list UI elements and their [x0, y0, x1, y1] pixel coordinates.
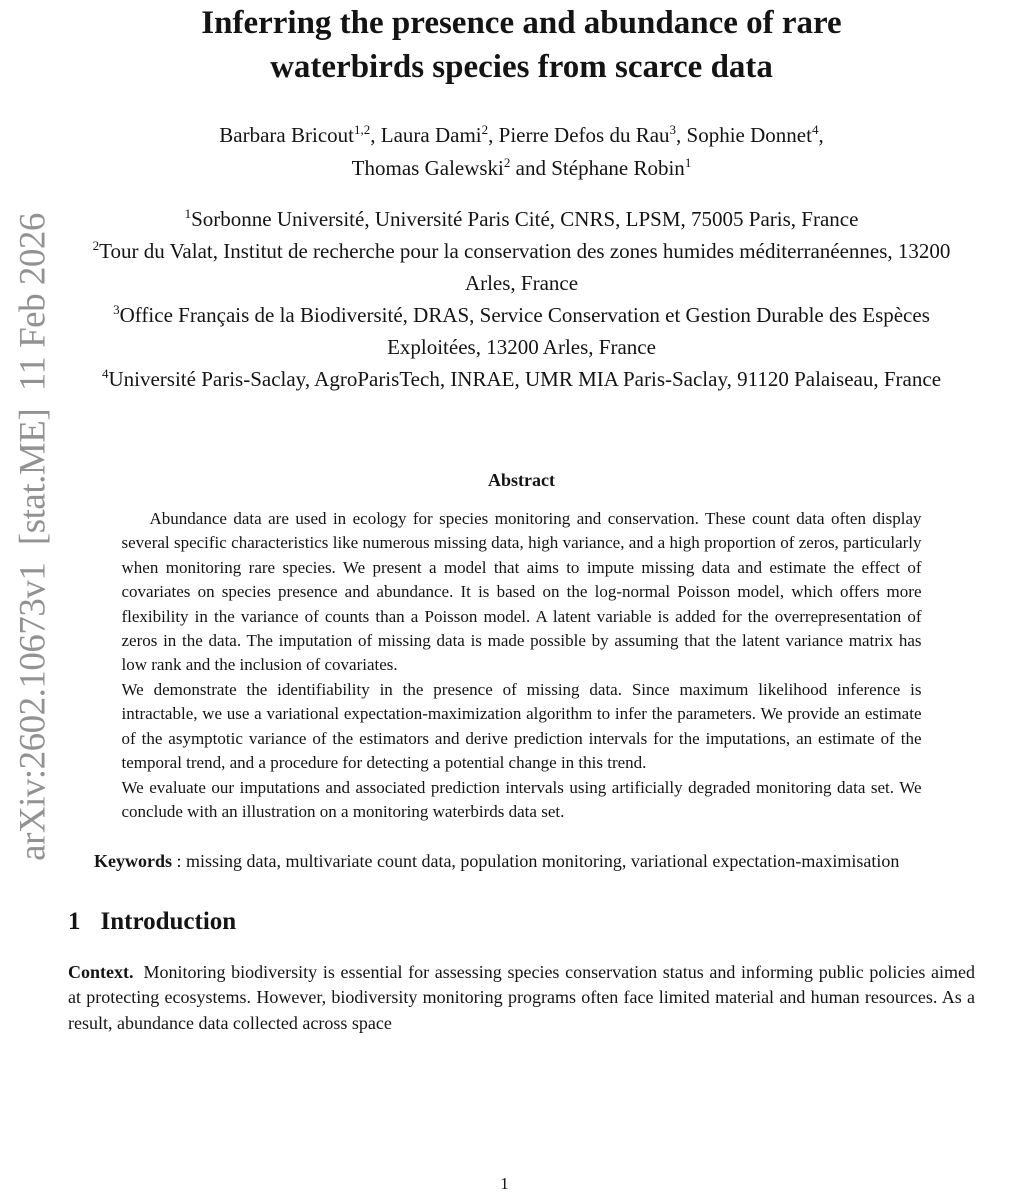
affiliations — [68, 204, 975, 395]
arxiv-watermark: arXiv:2602.10673v1 [stat.ME] 11 Feb 2026 — [12, 213, 54, 861]
section-number: 1 — [68, 907, 81, 935]
keywords-paragraph — [68, 849, 975, 874]
abstract-paragraph-1: Abundance data are used in ecology for species monitoring and conservation. These count data often display several specific characteristics like numerous missing data, high variance, and a high proportion of zeros, particularly when monitoring rare species. We present a model that aims to impute missing data and estimate the effect of covariates on species presence and abundance. It is based on the log-normal Poisson model, which offers more flexibility in the variance of counts than a Poisson model. A latent variable is added for the overrepresentation of zeros in the data. The imputation of missing data is made possible by assuming that the latent variance matrix has low rank and the inclusion of covariates. — [121, 508, 922, 675]
paper-title-line2: waterbirds species from scarce data — [270, 48, 773, 85]
paper-title — [68, 2, 975, 89]
abstract-block — [122, 470, 922, 825]
affiliation-line: $^2$Tour du Valat, Institut de recherche pour la conservation des zones humides méditerranéennes, 13200 Arles, France — [92, 238, 951, 295]
author-line: Barbara Bricout$^{1,2}$, Laura Dami$^2$, Pierre Defos du Rau$^3$, Sophie Donnet$^4$, — [219, 122, 824, 148]
paper-content — [68, 0, 975, 1037]
keywords-text: : missing data, multivariate count data, population monitoring, variational expectation-maximisation — [172, 850, 900, 871]
author-line: Thomas Galewski$^2$ and Stéphane Robin$^1$ — [351, 154, 692, 180]
paper-title-line1: Inferring the presence and abundance of rare — [201, 5, 842, 41]
affiliation-line: $^1$Sorbonne Université, Université Paris Cité, CNRS, LPSM, 75005 Paris, France — [184, 206, 859, 232]
abstract-paragraph-3: We evaluate our imputations and associated prediction intervals using artificially degraded monitoring data set. We conclude with an illustration on a monitoring waterbirds data set. — [121, 777, 922, 822]
page-number: 1 — [500, 1174, 509, 1193]
abstract-paragraph-2: We demonstrate the identifiability in the presence of missing data. Since maximum likelihood inference is intractable, we use a variational expectation-maximization algorithm to infer the parameters. We provide an estimate of the asymptotic variance of the estimators and derive prediction intervals for the imputations, an estimate of the temporal trend, and a procedure for detecting a potential change in this trend. — [121, 679, 922, 773]
keywords-label: Keywords — [94, 850, 172, 871]
abstract-heading: Abstract — [488, 469, 555, 490]
author-lines — [68, 119, 975, 184]
section-heading-introduction — [68, 908, 975, 936]
intro-text: Monitoring biodiversity is essential for assessing species conservation status and informing public policies aimed at protecting ecosystems. However, biodiversity monitoring programs often face limited material and human resources. As a result, abundance data collected across space — [68, 961, 975, 1033]
context-lead: Context. — [68, 961, 134, 982]
section-title: Introduction — [100, 907, 237, 935]
affiliation-line: $^4$Université Paris-Saclay, AgroParisTech, INRAE, UMR MIA Paris-Saclay, 91120 Palaiseau, France — [101, 365, 942, 391]
affiliation-line: $^3$Office Français de la Biodiversité, DRAS, Service Conservation et Gestion Durable des Espèces Exploitées, 13200 Arles, France — [113, 301, 930, 359]
intro-paragraph — [68, 960, 975, 1037]
